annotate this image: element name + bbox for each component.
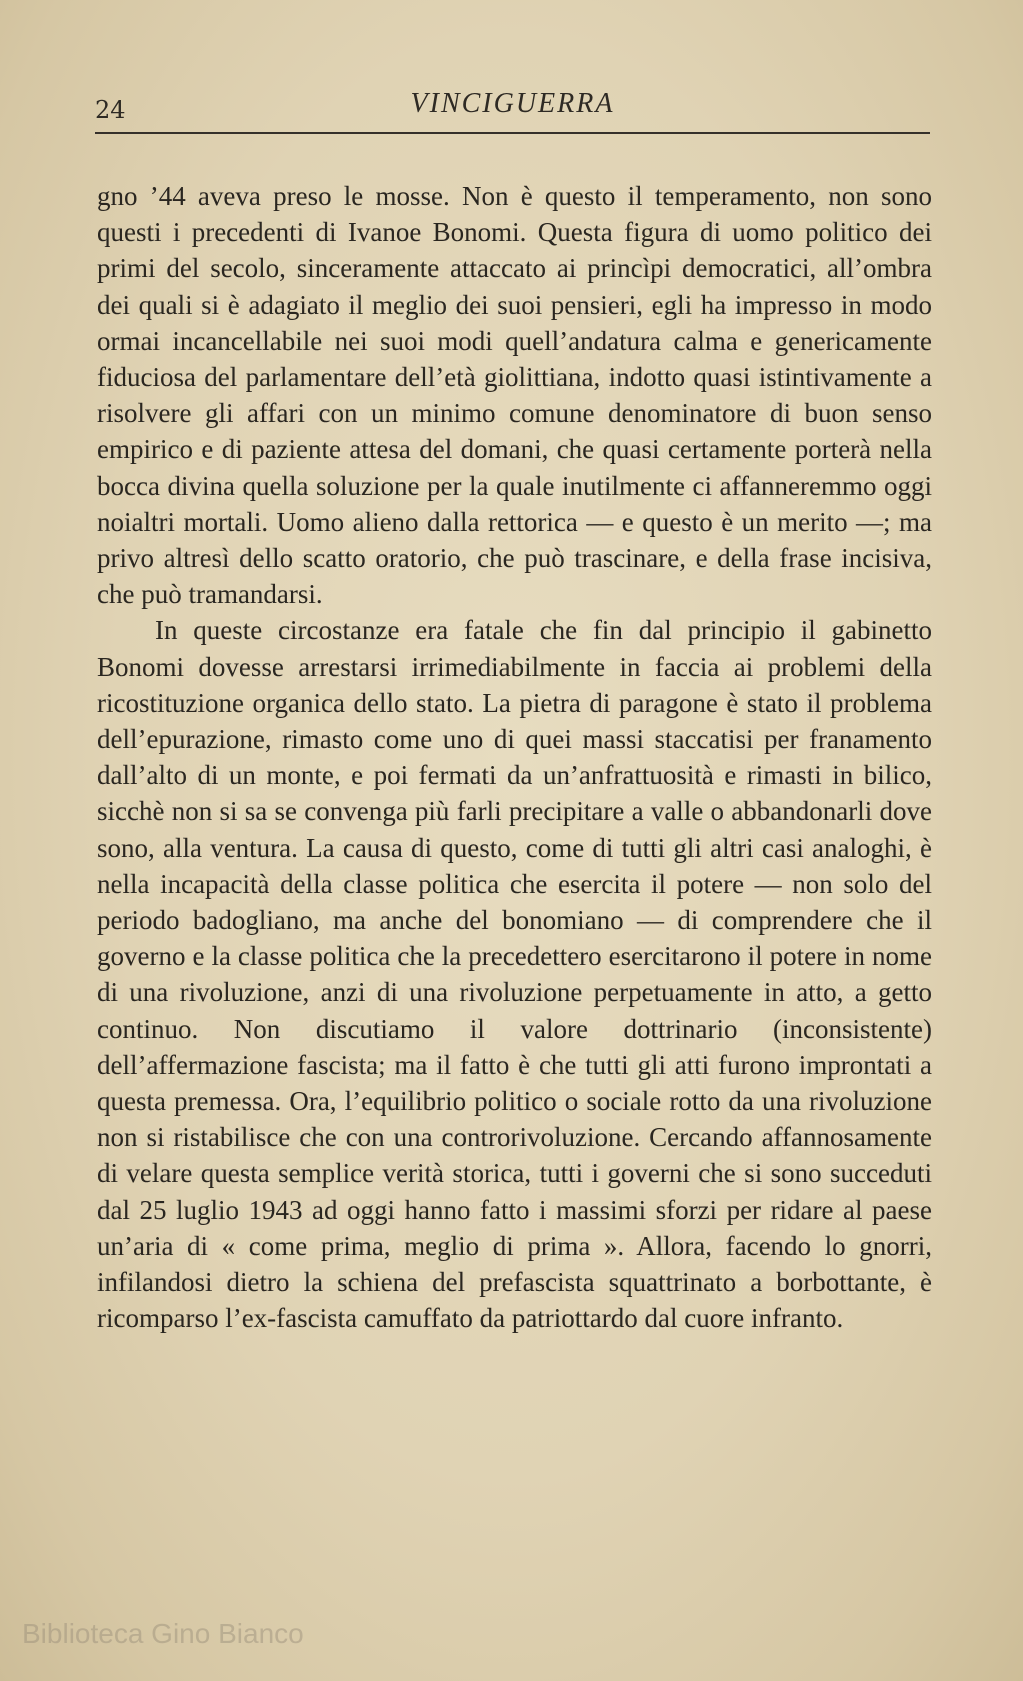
paragraph: gno ’44 aveva preso le mosse. Non è questo il temperamento, non sono questi i precedenti di Ivanoe Bonomi. Questa figura di uomo politico dei primi del secolo, sinceramente attaccato ai princìpi democratici, all’ombra dei quali si è adagiato il meglio dei suoi pensieri, egli ha impresso in modo ormai incancellabile nei suoi modi quell’andatura calma e genericamente fiduciosa del parlamentare dell’età giolittiana, indotto quasi istintivamente a risolvere gli affari con un minimo comune denominatore di buon senso empirico e di paziente attesa del domani, che quasi certamente porterà nella bocca divina quella soluzione per la quale inutilmente ci affanneremmo oggi noialtri mortali. Uomo alieno dalla rettorica — e questo è un merito —; ma privo altresì dello scatto oratorio, che può trascinare, e della frase incisiva, che può tramandarsi. — [97, 181, 932, 610]
header-rule — [95, 132, 930, 134]
page-header — [95, 86, 930, 126]
page-number: 24 — [95, 96, 126, 124]
body-text — [97, 178, 932, 1337]
paragraph: In queste circostanze era fatale che fin dal principio il gabinetto Bonomi dovesse arrestarsi irrimediabilmente in faccia ai problemi della ricostituzione organica dello stato. La pietra di paragone è stato il problema dell’epurazione, rimasto come uno di quei massi staccatisi per franamento dall’alto di un monte, e poi fermati da un’anfrattuosità e rimasti in bilico, sicchè non si sa se convenga più farli precipitare a valle o abbandonarli dove sono, alla ventura. La causa di questo, come di tutti gli altri casi analoghi, è nella incapacità della classe politica che esercita il potere — non solo del periodo badogliano, ma anche del bonomiano — di comprendere che il governo e la classe politica che la precedettero esercitarono il potere in nome di una rivoluzione, anzi di una rivoluzione perpetuamente in atto, a getto continuo. Non discutiamo il valore dottrinario (inconsistente) dell’affermazione fascista; ma il fatto è che tutti gli atti furono improntati a questa premessa. Ora, l’equilibrio politico o sociale rotto da una rivoluzione non si ristabilisce che con una controrivoluzione. Cercando affannosamente di velare questa semplice verità storica, tutti i governi che si sono succeduti dal 25 luglio 1943 ad oggi hanno fatto i massimi sforzi per ridare al paese un’aria di « come prima, meglio di prima ». Allora, facendo lo gnorri, infilandosi dietro la schiena del prefascista squattrinato a borbottante, è ricomparso l’ex-fascista camuffato da patriottardo dal cuore infranto. — [97, 615, 932, 1334]
running-head: VINCIGUERRA — [410, 88, 615, 119]
library-watermark: Biblioteca Gino Bianco — [22, 1618, 304, 1649]
